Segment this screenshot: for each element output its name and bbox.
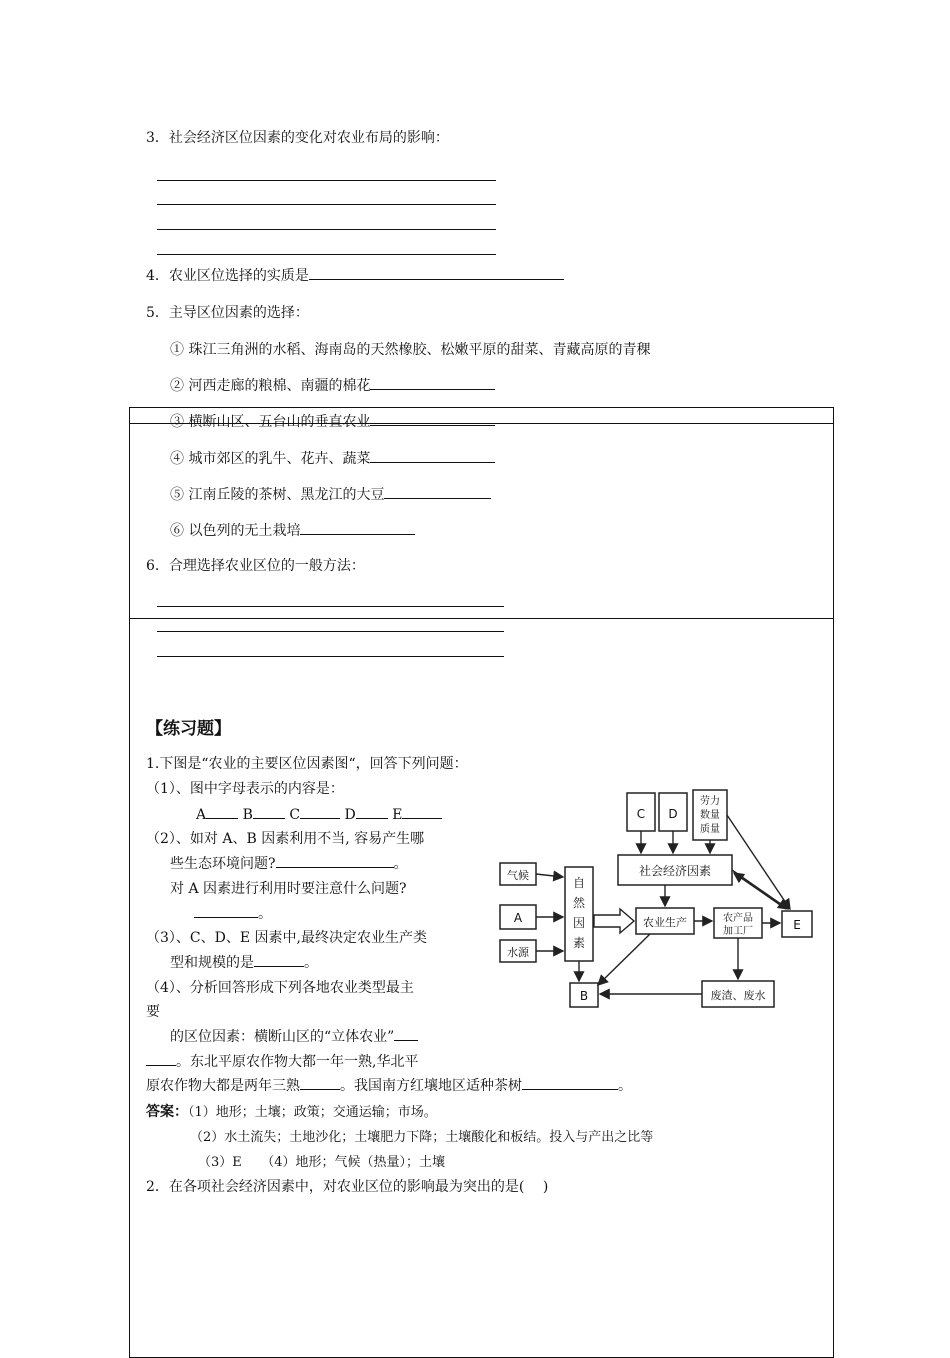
- period: 。: [393, 856, 408, 872]
- agri-location-diagram: [490, 785, 820, 1015]
- q1-part4b: 要: [146, 1004, 160, 1020]
- fill-blank[interactable]: [300, 804, 340, 819]
- a-label: A: [513, 911, 523, 925]
- fill-blank[interactable]: [146, 1051, 176, 1066]
- period: 。: [258, 906, 272, 922]
- fill-blank[interactable]: [356, 804, 388, 819]
- q1-part4e: 原农作物大都是两年三熟: [146, 1078, 300, 1094]
- letter-d: D: [344, 807, 356, 823]
- letter-c: C: [289, 807, 301, 823]
- q1-part3b: 型和规模的是: [170, 955, 254, 971]
- section-5-item-row: [170, 375, 495, 395]
- frame-box-upper: [129, 407, 834, 619]
- e-label: E: [793, 918, 801, 932]
- q1-part4e-row: [146, 1075, 632, 1095]
- q1-part3a: （3）、C、D、E 因素中,最终决定农业生产类: [146, 930, 427, 946]
- answer-line: [157, 180, 496, 181]
- q1-part1: （1）、图中字母表示的内容是：: [146, 781, 344, 797]
- section-5-item: ⑥ 以色列的无土栽培: [170, 523, 301, 539]
- social-label: 社会经济因素: [638, 864, 712, 878]
- fill-blank[interactable]: [522, 1075, 618, 1090]
- waste-label: 废渣、废水: [710, 989, 766, 1002]
- answer-line: [157, 254, 496, 255]
- q1-part4d: 。东北平原农作物大都一年一熟,华北平: [176, 1054, 419, 1070]
- processing-line-2: 加工厂: [723, 926, 753, 937]
- section-4-label: 4．农业区位选择的实质是: [146, 268, 309, 284]
- q1-part2c-blank-row: [194, 903, 272, 923]
- fill-blank[interactable]: [402, 804, 442, 819]
- natural-char-3: 因: [572, 916, 586, 930]
- d-label: D: [668, 807, 678, 821]
- section-3-label: 3．社会经济区位因素的变化对农业布局的影响：: [146, 130, 449, 146]
- water-label: 水源: [507, 946, 529, 959]
- q1-part4c-row: [170, 1026, 418, 1046]
- q1-part2c: 对 A 因素进行利用时要注意什么问题?: [170, 881, 407, 897]
- fill-blank[interactable]: [194, 903, 258, 918]
- section-4-row: [146, 265, 564, 285]
- climate-label: 气候: [507, 869, 529, 882]
- section-5-item: ① 珠江三角洲的水稻、海南岛的天然橡胶、松嫩平原的甜菜、青藏高原的青稞: [170, 342, 651, 358]
- letter-e: E: [392, 807, 403, 823]
- q1-stem: 1.下图是“农业的主要区位因素图“，回答下列问题：: [146, 756, 468, 772]
- natural-char-2: 然: [572, 896, 586, 910]
- q1-letter-row: [196, 804, 442, 823]
- fill-blank[interactable]: [254, 952, 304, 967]
- section-6-label: 6．合理选择农业区位的一般方法：: [146, 558, 365, 574]
- q1-part3b-row: [170, 952, 318, 972]
- fill-blank[interactable]: [300, 1075, 340, 1090]
- letter-b: B: [242, 807, 253, 823]
- answer-line: [157, 229, 496, 230]
- processing-line-1: 农产品: [723, 913, 753, 924]
- section-5-label: 5．主导区位因素的选择：: [146, 305, 309, 321]
- fill-blank[interactable]: [206, 804, 238, 819]
- answer-row-1: [146, 1101, 437, 1121]
- exercise-heading: 【练习题】: [146, 719, 231, 739]
- natural-char-1: 自: [572, 876, 586, 890]
- q1-part4f: 。我国南方红壤地区适种茶树: [340, 1078, 522, 1094]
- frame-rule: [129, 423, 834, 424]
- q2-stem: 2．在各项社会经济因素中，对农业区位的影响最为突出的是( ): [146, 1179, 549, 1195]
- section-5-item: ⑤ 江南丘陵的茶树、黑龙江的大豆: [170, 487, 385, 503]
- section-5-item: ④ 城市郊区的乳牛、花卉、蔬菜: [170, 451, 371, 467]
- fill-blank[interactable]: [276, 853, 394, 868]
- labor-line-2: 数量: [700, 810, 720, 821]
- answer-2: （2）水土流失；土地沙化；土壤肥力下降；土壤酸化和板结。投入与产出之比等: [190, 1130, 654, 1145]
- section-5-item: ② 河西走廊的粮棉、南疆的棉花: [170, 378, 371, 394]
- fill-blank[interactable]: [309, 265, 564, 280]
- q1-part2a: （2）、如对 A、B 因素利用不当, 容易产生哪: [146, 831, 425, 847]
- labor-line-1: 劳力: [700, 796, 720, 807]
- fill-blank[interactable]: [370, 375, 495, 390]
- natural-to-farming-arrow: [594, 909, 634, 933]
- answer-line: [157, 204, 496, 205]
- fill-blank[interactable]: [394, 1026, 418, 1041]
- period: 。: [618, 1078, 632, 1094]
- answer-label: 答案：: [146, 1104, 188, 1120]
- natural-char-4: 素: [572, 936, 586, 950]
- q1-part4c: 的区位因素：横断山区的“立体农业”: [170, 1029, 395, 1045]
- q1-part4d-row: [146, 1051, 418, 1071]
- answer-1: （1）地形；土壤；政策；交通运输；市场。: [188, 1105, 437, 1120]
- c-label: C: [636, 807, 646, 821]
- farming-label: 农业生产: [643, 916, 687, 929]
- fill-blank[interactable]: [253, 804, 285, 819]
- answer-3: （3）E （4）地形；气候（热量）；土壤: [198, 1155, 446, 1170]
- labor-line-3: 质量: [700, 824, 720, 835]
- b-label: B: [579, 989, 589, 1003]
- q1-part4a: （4）、分析回答形成下列各地农业类型最主: [146, 980, 414, 996]
- q1-part2b-row: [170, 853, 408, 873]
- section-5-item: ③ 横断山区、五台山的垂直农业: [170, 414, 371, 430]
- q1-part2b: 些生态环境问题?: [170, 856, 276, 872]
- letter-a: A: [196, 807, 207, 823]
- period: 。: [304, 955, 318, 971]
